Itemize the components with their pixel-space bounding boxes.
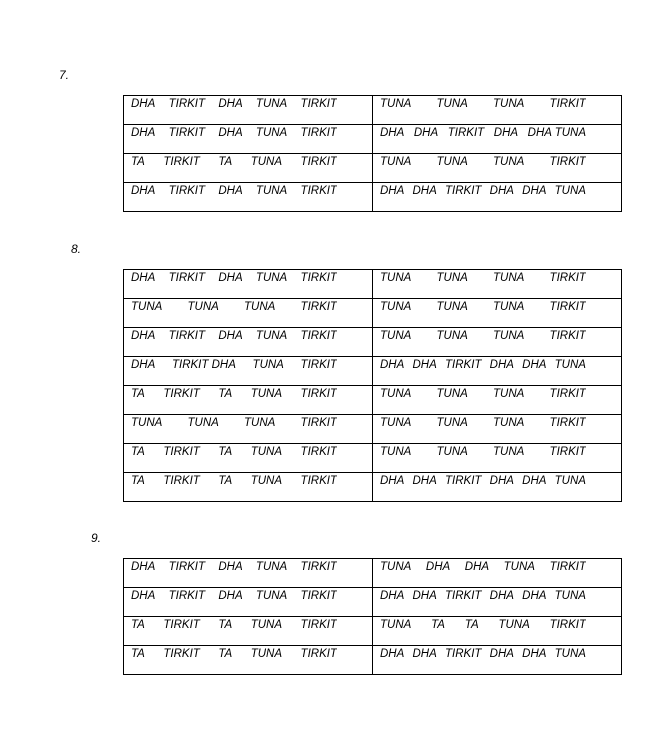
bol-line <box>380 271 586 285</box>
table-cell <box>124 96 373 125</box>
bol-word: TUNA <box>255 98 288 110</box>
bol-word: TUNA <box>380 619 412 631</box>
table-cell <box>124 299 373 328</box>
table-row <box>124 125 622 154</box>
bol-line <box>131 184 337 198</box>
bol-word: TIRKIT <box>168 98 206 110</box>
bol-word: TIRKIT <box>549 417 586 429</box>
bol-word: TUNA <box>380 301 412 313</box>
table-cell <box>373 588 622 617</box>
bol-line <box>380 126 586 140</box>
bol-line <box>131 329 337 343</box>
bol-word: TIRKIT <box>300 475 337 487</box>
bol-word: TIRKIT <box>300 272 337 284</box>
bol-word: TIRKIT <box>549 301 586 313</box>
table-row <box>124 617 622 646</box>
bol-word: TIRKIT <box>445 648 482 660</box>
bol-word: TIRKIT <box>445 475 482 487</box>
bol-line <box>131 97 337 111</box>
bol-word: TUNA <box>436 446 468 458</box>
bol-word: TA <box>131 619 145 631</box>
bol-word: TUNA <box>493 301 525 313</box>
bol-word: DHA <box>522 590 547 602</box>
table-row <box>124 646 622 675</box>
bol-word: TIRKIT <box>445 359 482 371</box>
bol-table-7 <box>123 95 622 212</box>
bol-word: TIRKIT <box>300 590 337 602</box>
bol-word: DHA <box>412 359 437 371</box>
bol-word: DHA <box>218 98 243 110</box>
table-cell <box>124 617 373 646</box>
table-row <box>124 270 622 299</box>
bol-word: TA <box>218 648 233 660</box>
bol-word: TIRKIT <box>163 388 200 400</box>
bol-word: TUNA <box>493 330 525 342</box>
bol-word: TIRKIT <box>549 619 586 631</box>
bol-word: TUNA <box>436 417 468 429</box>
bol-word: DHA <box>412 185 437 197</box>
bol-word: TUNA <box>380 388 412 400</box>
table-cell <box>124 559 373 588</box>
bol-word: TIRKIT <box>168 272 206 284</box>
bol-word: DHA <box>412 648 437 660</box>
bol-word: TUNA <box>250 156 283 168</box>
bol-word: TUNA <box>380 98 412 110</box>
table-cell <box>373 183 622 212</box>
bol-word: TUNA <box>493 156 525 168</box>
section-label-8: 8. <box>71 242 82 256</box>
bol-word: TIRKIT <box>300 359 337 371</box>
bol-word: TUNA <box>250 446 283 458</box>
bol-word: TA <box>131 475 145 487</box>
bol-word: TIRKIT <box>300 446 337 458</box>
table-cell <box>373 617 622 646</box>
bol-word: TUNA <box>493 98 525 110</box>
bol-word: TIRKIT <box>447 127 485 139</box>
bol-word: TUNA <box>493 417 525 429</box>
bol-word: TIRKIT <box>300 185 337 197</box>
bol-line <box>380 560 586 574</box>
bol-word: TUNA <box>252 359 284 371</box>
table-cell <box>373 125 622 154</box>
bol-word: DHA <box>522 475 547 487</box>
bol-word: DHA <box>218 590 243 602</box>
table-row <box>124 588 622 617</box>
bol-line <box>380 618 586 632</box>
bol-word: TIRKIT <box>300 648 337 660</box>
table-cell <box>124 415 373 444</box>
bol-word: TA <box>218 619 233 631</box>
bol-line <box>131 474 337 488</box>
table-cell <box>124 183 373 212</box>
bol-word: DHA <box>493 127 519 139</box>
table-row <box>124 154 622 183</box>
bol-line <box>131 416 337 430</box>
bol-line <box>380 474 586 488</box>
bol-line <box>131 271 337 285</box>
bol-word: TUNA <box>380 330 412 342</box>
bol-word: DHA <box>522 185 547 197</box>
bol-word: TIRKIT DHA <box>171 359 236 371</box>
bol-word: TIRKIT <box>549 446 586 458</box>
bol-line <box>380 387 586 401</box>
bol-word: TUNA <box>503 561 535 573</box>
bol-word: TUNA <box>554 185 586 197</box>
bol-word: TA <box>131 388 145 400</box>
bol-word: TUNA <box>255 185 288 197</box>
bol-line <box>131 358 337 372</box>
bol-word: TIRKIT <box>300 330 337 342</box>
table-cell <box>124 154 373 183</box>
bol-word: TUNA <box>380 417 412 429</box>
table-cell <box>124 328 373 357</box>
bol-line <box>131 387 337 401</box>
bol-word: TUNA <box>493 388 525 400</box>
bol-word: TIRKIT <box>300 619 337 631</box>
bol-word: DHA <box>218 561 243 573</box>
table-row <box>124 357 622 386</box>
bol-word: TA <box>131 446 145 458</box>
bol-word: DHA <box>131 561 156 573</box>
bol-word: DHA <box>380 127 405 139</box>
bol-word: TUNA <box>244 301 276 313</box>
table-cell <box>373 559 622 588</box>
table-cell <box>373 299 622 328</box>
bol-word: TUNA <box>380 272 412 284</box>
bol-word: TUNA <box>436 388 468 400</box>
bol-word: DHA <box>131 590 156 602</box>
bol-line <box>380 416 586 430</box>
bol-word: DHA <box>425 561 451 573</box>
bol-word: TUNA <box>436 301 468 313</box>
bol-word: DHA <box>218 272 243 284</box>
bol-line <box>380 300 586 314</box>
bol-word: TUNA <box>380 156 412 168</box>
table-row <box>124 444 622 473</box>
bol-word: DHA <box>489 359 514 371</box>
bol-word: TIRKIT <box>163 619 200 631</box>
bol-word: TA <box>131 648 145 660</box>
bol-word: DHA <box>380 648 405 660</box>
table-cell <box>124 646 373 675</box>
table-cell <box>373 473 622 502</box>
bol-word: DHA <box>412 590 437 602</box>
bol-word: TUNA <box>244 417 276 429</box>
bol-line <box>131 618 337 632</box>
bol-word: TIRKIT <box>168 590 206 602</box>
table-cell <box>124 588 373 617</box>
table-row <box>124 96 622 125</box>
bol-word: DHA <box>131 98 156 110</box>
bol-line <box>380 155 586 169</box>
table-row <box>124 328 622 357</box>
bol-word: TIRKIT <box>163 648 200 660</box>
bol-word: TA <box>218 156 233 168</box>
bol-word: TUNA <box>131 301 163 313</box>
bol-word: TIRKIT <box>445 185 482 197</box>
bol-word: TIRKIT <box>300 127 337 139</box>
bol-word: TUNA <box>380 561 412 573</box>
bol-word: TIRKIT <box>549 156 586 168</box>
bol-word: TA <box>218 388 233 400</box>
bol-word: DHA <box>489 185 514 197</box>
bol-line <box>380 589 586 603</box>
table-cell <box>124 270 373 299</box>
bol-word: TUNA <box>250 648 283 660</box>
table-row <box>124 559 622 588</box>
bol-word: TIRKIT <box>300 561 337 573</box>
bol-word: TUNA <box>554 648 586 660</box>
bol-word: DHA <box>131 185 156 197</box>
bol-word: TUNA <box>250 388 283 400</box>
bol-line <box>380 97 586 111</box>
bol-line <box>131 445 337 459</box>
bol-word: TIRKIT <box>168 561 206 573</box>
bol-word: TIRKIT <box>549 330 586 342</box>
bol-word: TA <box>464 619 479 631</box>
bol-word: TIRKIT <box>300 417 337 429</box>
bol-word: DHA <box>464 561 490 573</box>
bol-line <box>131 126 337 140</box>
bol-word: DHA <box>131 359 156 371</box>
bol-line <box>380 358 586 372</box>
section-label-9: 9. <box>91 531 102 545</box>
table-cell <box>124 386 373 415</box>
table-cell <box>373 154 622 183</box>
table-cell <box>373 96 622 125</box>
bol-word: DHA <box>380 359 405 371</box>
bol-word: TIRKIT <box>445 590 482 602</box>
table-cell <box>373 444 622 473</box>
bol-word: TIRKIT <box>168 127 206 139</box>
bol-word: TIRKIT <box>168 185 206 197</box>
bol-word: DHA <box>218 185 243 197</box>
bol-word: TUNA <box>255 272 288 284</box>
table-row <box>124 415 622 444</box>
bol-word: TUNA <box>554 590 586 602</box>
bol-word: DHA TUNA <box>527 127 586 139</box>
bol-word: TUNA <box>250 475 283 487</box>
bol-word: TIRKIT <box>300 156 337 168</box>
bol-word: DHA <box>131 330 156 342</box>
bol-word: DHA <box>413 127 439 139</box>
table-cell <box>373 415 622 444</box>
table-cell <box>373 646 622 675</box>
bol-word: TIRKIT <box>549 272 586 284</box>
bol-line <box>131 647 337 661</box>
bol-word: DHA <box>489 648 514 660</box>
bol-word: TIRKIT <box>163 475 200 487</box>
bol-word: DHA <box>380 590 405 602</box>
bol-word: DHA <box>380 475 405 487</box>
bol-word: TIRKIT <box>549 388 586 400</box>
bol-word: TIRKIT <box>163 156 200 168</box>
bol-word: DHA <box>218 127 243 139</box>
bol-line <box>380 647 586 661</box>
table-cell <box>124 357 373 386</box>
bol-word: TUNA <box>436 330 468 342</box>
table-cell <box>124 444 373 473</box>
table-row <box>124 473 622 502</box>
bol-word: TUNA <box>187 301 219 313</box>
table-cell <box>373 357 622 386</box>
bol-word: DHA <box>218 330 243 342</box>
bol-word: TUNA <box>493 272 525 284</box>
bol-word: TIRKIT <box>300 301 337 313</box>
bol-word: TUNA <box>255 561 288 573</box>
bol-word: TIRKIT <box>300 98 337 110</box>
bol-word: TIRKIT <box>549 561 586 573</box>
bol-line <box>380 184 586 198</box>
bol-word: TA <box>218 446 233 458</box>
bol-line <box>131 155 337 169</box>
bol-table-8 <box>123 269 622 502</box>
table-cell <box>373 386 622 415</box>
table-cell <box>124 125 373 154</box>
bol-word: TA <box>218 475 233 487</box>
bol-word: DHA <box>412 475 437 487</box>
bol-line <box>131 589 337 603</box>
bol-word: TIRKIT <box>163 446 200 458</box>
bol-word: TUNA <box>436 98 468 110</box>
bol-word: TIRKIT <box>300 388 337 400</box>
bol-word: TUNA <box>187 417 219 429</box>
bol-word: DHA <box>131 127 156 139</box>
bol-word: TUNA <box>436 272 468 284</box>
table-row <box>124 183 622 212</box>
table-cell <box>373 270 622 299</box>
bol-word: DHA <box>380 185 405 197</box>
bol-word: TUNA <box>380 446 412 458</box>
table-row <box>124 299 622 328</box>
bol-word: TUNA <box>255 330 288 342</box>
bol-word: TUNA <box>131 417 163 429</box>
bol-word: DHA <box>131 272 156 284</box>
bol-line <box>380 445 586 459</box>
bol-line <box>380 329 586 343</box>
table-cell <box>373 328 622 357</box>
bol-word: DHA <box>489 475 514 487</box>
bol-word: TUNA <box>436 156 468 168</box>
bol-word: TUNA <box>554 359 586 371</box>
bol-word: TA <box>131 156 145 168</box>
table-cell <box>124 473 373 502</box>
bol-word: TUNA <box>250 619 283 631</box>
bol-word: DHA <box>522 359 547 371</box>
bol-table-9 <box>123 558 622 675</box>
bol-word: DHA <box>522 648 547 660</box>
bol-word: TUNA <box>554 475 586 487</box>
bol-word: TUNA <box>498 619 530 631</box>
bol-word: TIRKIT <box>549 98 586 110</box>
bol-word: TIRKIT <box>168 330 206 342</box>
section-label-7: 7. <box>59 68 70 82</box>
bol-word: TUNA <box>493 446 525 458</box>
bol-word: TA <box>431 619 445 631</box>
bol-word: TUNA <box>255 590 288 602</box>
table-row <box>124 386 622 415</box>
bol-line <box>131 300 337 314</box>
bol-line <box>131 560 337 574</box>
bol-word: TUNA <box>255 127 288 139</box>
bol-word: DHA <box>489 590 514 602</box>
